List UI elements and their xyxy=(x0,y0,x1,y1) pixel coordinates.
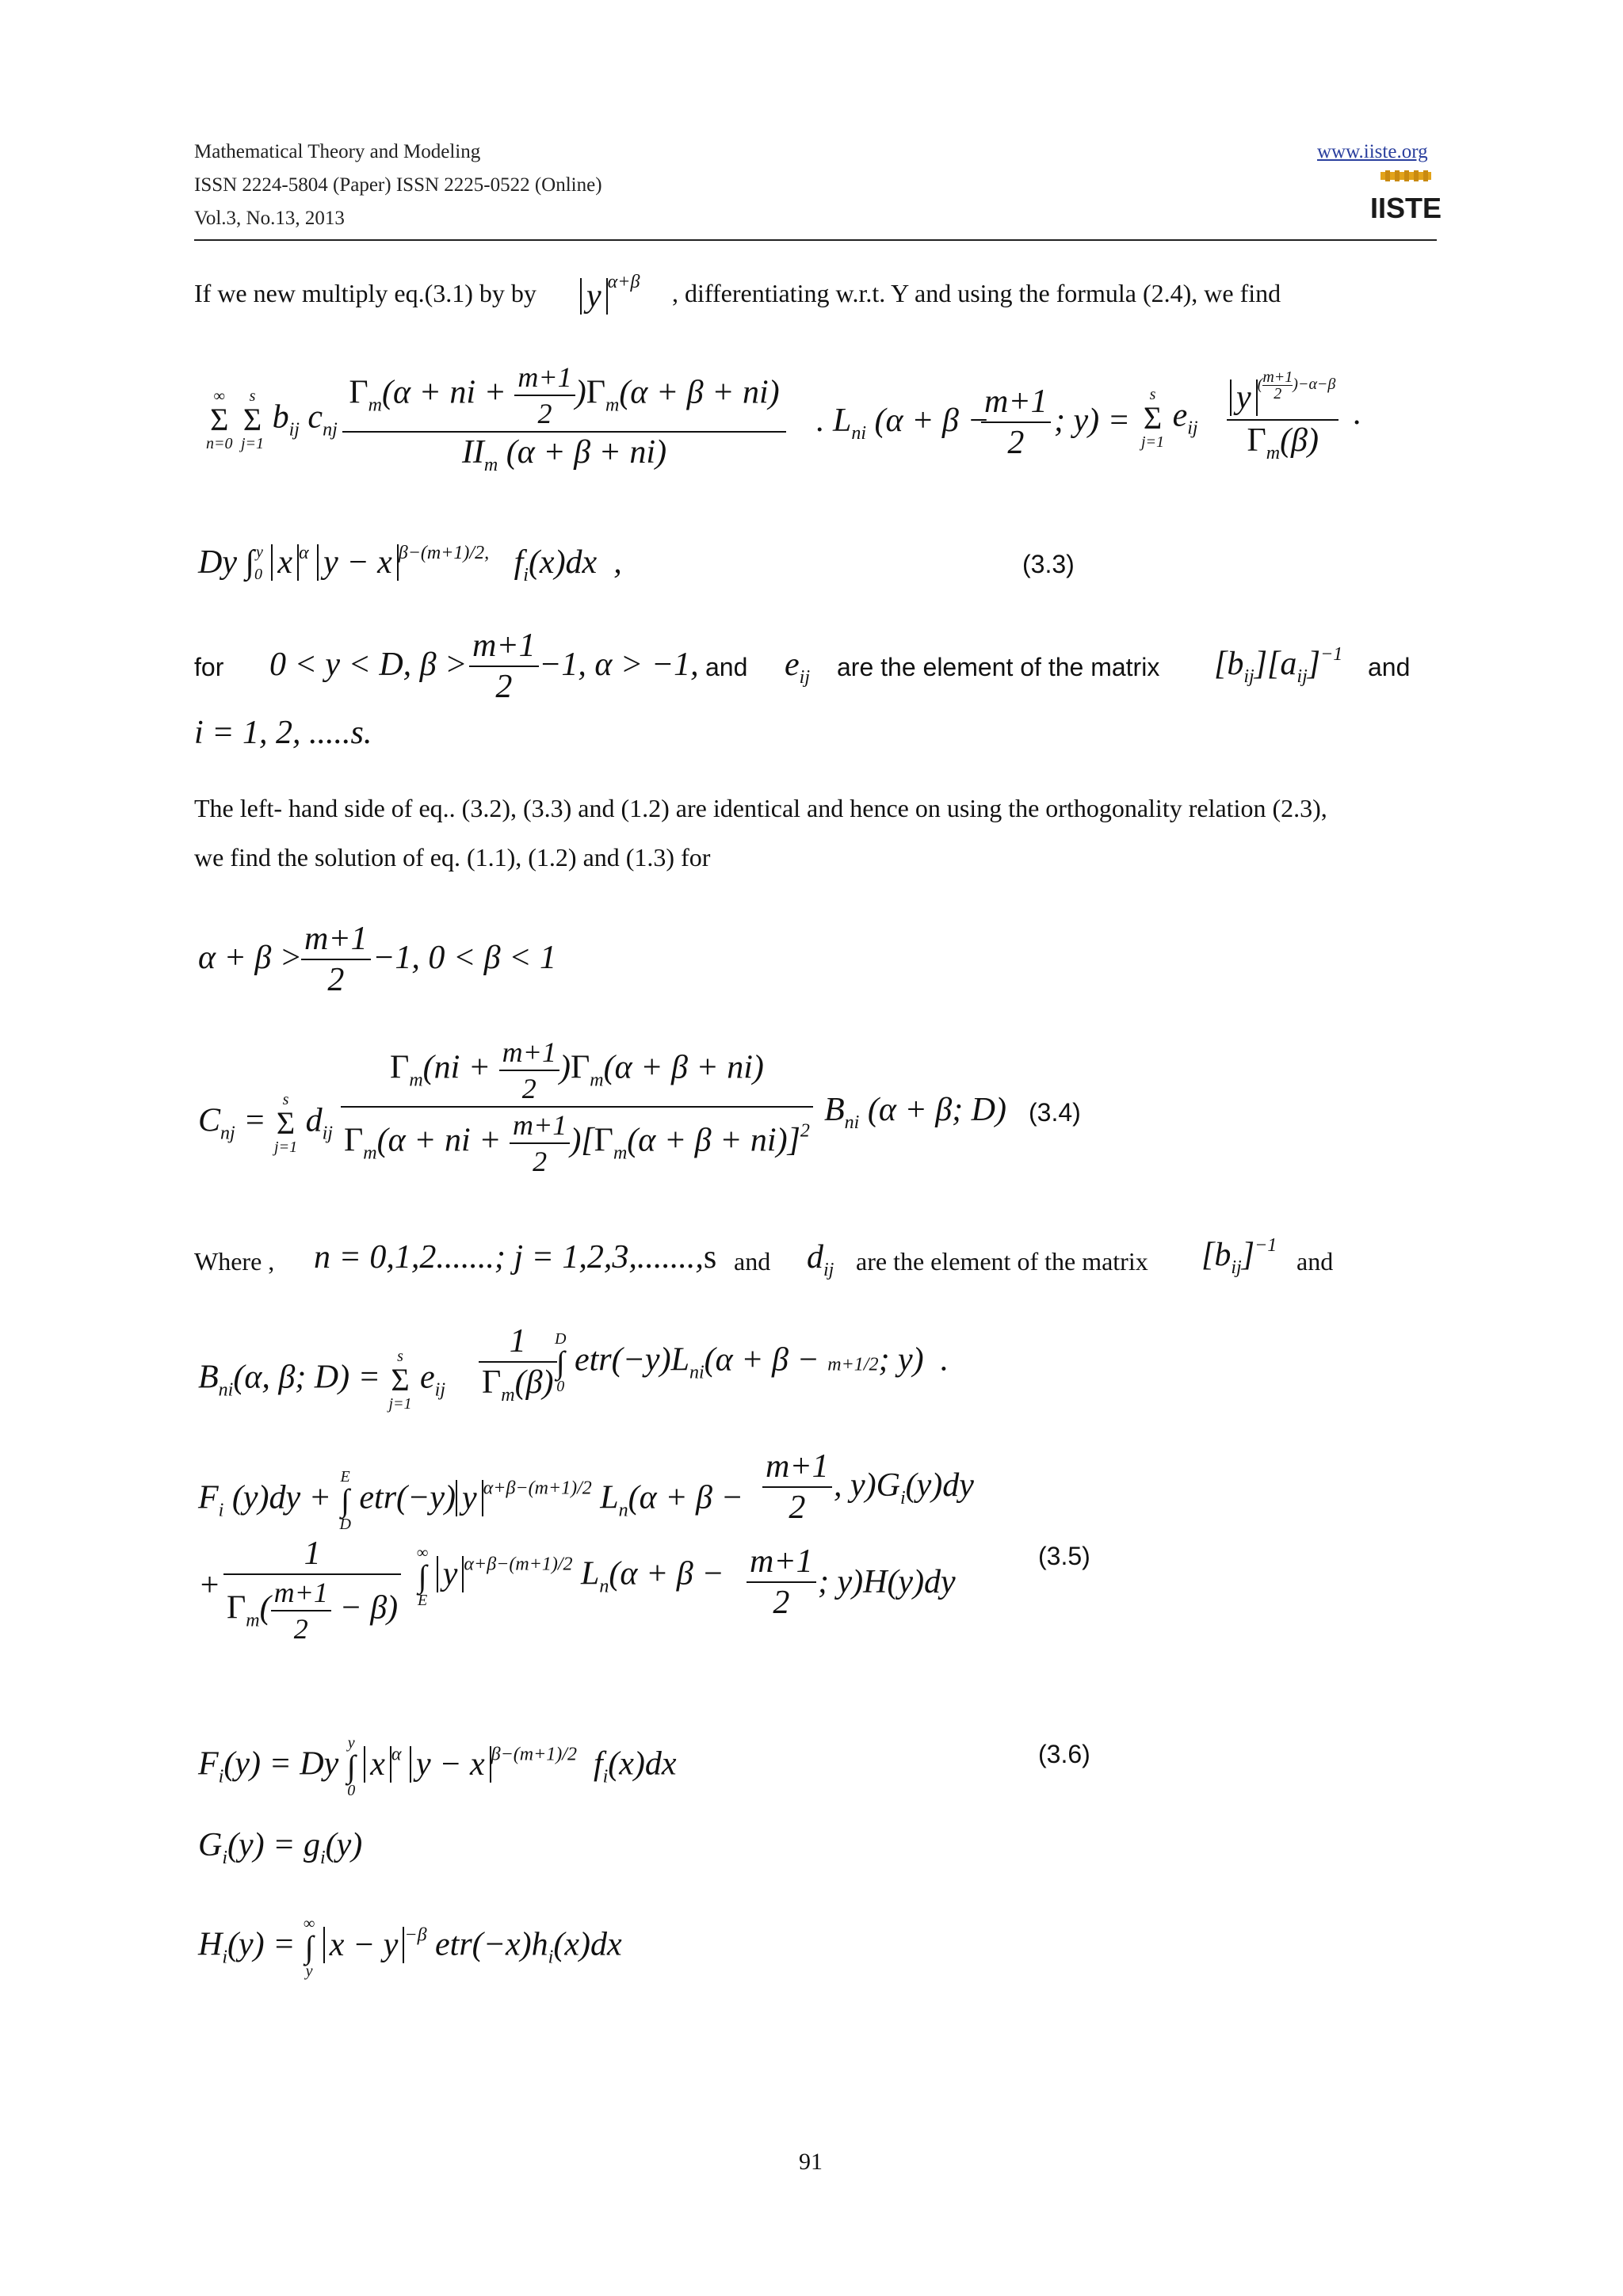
equation-B-ni-definition: $B_{ni}(\alpha$, β; D) = s Σ j=1 $e_{ij}$ xyxy=(198,1348,445,1413)
equation-gamma-fraction: $\Gamma_m(\alpha$ + ni + $\frac{m+1}{2}$ )$\Gamma_m(\alpha + \beta + ni)$ $II_m$ (α + β + ni) xyxy=(342,363,786,475)
abs-y-power: y $^{\alpha+\beta}$ xyxy=(580,273,640,315)
condition-fraction: $\frac{m+1}{2}$ xyxy=(469,629,539,704)
equation-number-3-5: (3.5) xyxy=(1038,1542,1090,1570)
condition-beta-range: −1, 0 < β < 1 xyxy=(372,940,556,976)
intro-text-a: If we new multiply eq.(3.1) by by xyxy=(194,279,537,307)
equation-3-5-fraction-b: $\frac{m+1}{2}$ xyxy=(747,1545,816,1619)
equation-eq-sum-e: ; y) = xyxy=(1054,402,1130,439)
equation-half-fraction: $\frac{m+1}{2}$ xyxy=(981,385,1051,460)
equation-integral-0-D: D ∫ 0 $etr(-y)L_{ni}(\alpha + \beta - m+1/2$; y) . xyxy=(555,1330,949,1395)
condition-alpha: −1, α > −1, xyxy=(539,646,699,683)
equation-sum-e: s Σ j=1 $e_{ij}$ xyxy=(1141,386,1198,451)
condition-alpha-beta: α + β > xyxy=(198,940,303,976)
equation-C-nj: $C_{nj}$ = s Σ j=1 $d_{ij}$ xyxy=(198,1091,333,1156)
solution-text: we find the solution of eq. (1.1), (1.2) and (1.3) for xyxy=(194,843,711,871)
condition-y-D: 0 < y < D, β > xyxy=(269,646,468,683)
equation-G-i: $G_i(y) = g_i(y)$ xyxy=(198,1827,363,1868)
iiste-logo-icon xyxy=(1369,169,1442,224)
intro-text-b: , differentiating w.r.t. Y and using the formula (2.4), we find xyxy=(672,279,1281,307)
and-word-2: and xyxy=(1368,653,1411,681)
matrix-b-a-inverse: $[b_{ij}][a_{ij}]^{-1}$ xyxy=(1214,644,1343,687)
equation-F-i-line: $F_i$ (y)dy + E ∫ D etr(−y) y $^{\alpha+\beta-(m+1)/2}$ $L_n(\alpha + \beta$ − xyxy=(198,1468,743,1533)
equation-number-3-6: (3.6) xyxy=(1038,1740,1090,1768)
equation-3-5-fraction-a: $\frac{m+1}{2}$ xyxy=(762,1450,832,1524)
equation-number-3-4: (3.4) xyxy=(1029,1098,1081,1127)
website-link[interactable]: www.iiste.org xyxy=(1317,141,1428,162)
equation-one-over-gamma-m: 1 $\Gamma_m$( $\frac{m+1}{2}$ − β) xyxy=(223,1537,401,1643)
svg-text:IISTE: IISTE xyxy=(1369,192,1442,224)
e-ij-symbol: $e_{ij}$ xyxy=(785,646,810,688)
elements-text: are the element of the matrix xyxy=(837,653,1160,681)
equation-y-over-gamma: y $^{( \frac{m+1}{2} )-\alpha-\beta}$ $\Gamma_m(\beta)$ . xyxy=(1227,369,1361,463)
index-ranges-n-j: n = 0,1,2.......; j = 1,2,3,.......,s xyxy=(314,1239,717,1276)
condition-ab-fraction: $\frac{m+1}{2}$ xyxy=(301,922,371,997)
equation-G-term: , $y)G_i(y)dy$ xyxy=(834,1467,974,1508)
and-word-1: and xyxy=(705,653,748,681)
equation-integral-E-inf: ∞ ∫ E y $^{\alpha+\beta-(m+1)/2}$ $L_n(\alpha + \beta$ − xyxy=(417,1544,724,1609)
journal-title: Mathematical Theory and Modeling xyxy=(194,141,481,162)
d-ij-symbol: $d_{ij}$ xyxy=(807,1239,834,1280)
for-word: for xyxy=(194,653,224,681)
header-rule xyxy=(194,239,1437,241)
equation-F-i-definition: $F_i(y) = Dy$ y ∫ 0 x $^\alpha$ y − x $^{\beta-(m+1)/2}$ $f_i(x)dx$ xyxy=(198,1734,677,1799)
equation-B-ni: $B_{ni}$ (α + β; D) xyxy=(824,1092,1006,1133)
issn-line: ISSN 2224-5804 (Paper) ISSN 2225-0522 (Online) xyxy=(194,174,602,196)
equation-H-term: ; y)H(y)dy xyxy=(818,1564,956,1600)
left-hand-side-text: The left- hand side of eq.. (3.2), (3.3) and (1.2) are identical and hence on using the orthogonality relation (2.3), xyxy=(194,794,1327,822)
and-word-3: and xyxy=(734,1247,771,1276)
equation-plus-fraction: + xyxy=(198,1567,221,1604)
and-word-4: and xyxy=(1296,1247,1334,1276)
equation-number-3-3: (3.3) xyxy=(1022,550,1075,578)
elements-text-2: are the element of the matrix xyxy=(856,1247,1148,1276)
matrix-b-inverse: $[b_{ij}]^{-1}$ xyxy=(1201,1235,1277,1278)
page-number: 91 xyxy=(799,2149,823,2175)
equation-H-i: $H_i(y)$ = ∞ ∫ y x − y $^{-\beta}$ $etr(-x)h_i(x)dx$ xyxy=(198,1915,622,1980)
equation-sum-b-c: ∞ Σ n=0 s Σ j=1 $b_{ij}$ $c_{nj}$ xyxy=(206,387,338,452)
where-word: Where , xyxy=(194,1247,275,1276)
equation-3-4-fraction: $\Gamma_m(ni$ + $\frac{m+1}{2}$ )$\Gamma_m(\alpha + \beta + ni)$ $\Gamma_m(\alpha$ + ni + $\frac{m+1}{2}$ )$[\Gamma_m(\alpha + \beta + ni)]^2$ xyxy=(341,1038,813,1176)
equation-one-over-gamma: $\frac{1}{\Gamma_m(\beta)}$ xyxy=(479,1325,557,1405)
index-range-i: i = 1, 2, .....s. xyxy=(194,715,372,751)
volume-line: Vol.3, No.13, 2013 xyxy=(194,208,345,229)
equation-laguerre-L: . $L_{ni}$ (α + β − xyxy=(816,402,990,444)
equation-dy-integral: Dy ∫0$^y$ x $^\alpha$ y − x $^{\beta-(m+1)/2,}$ $f_i(x)dx$ , xyxy=(198,543,622,585)
